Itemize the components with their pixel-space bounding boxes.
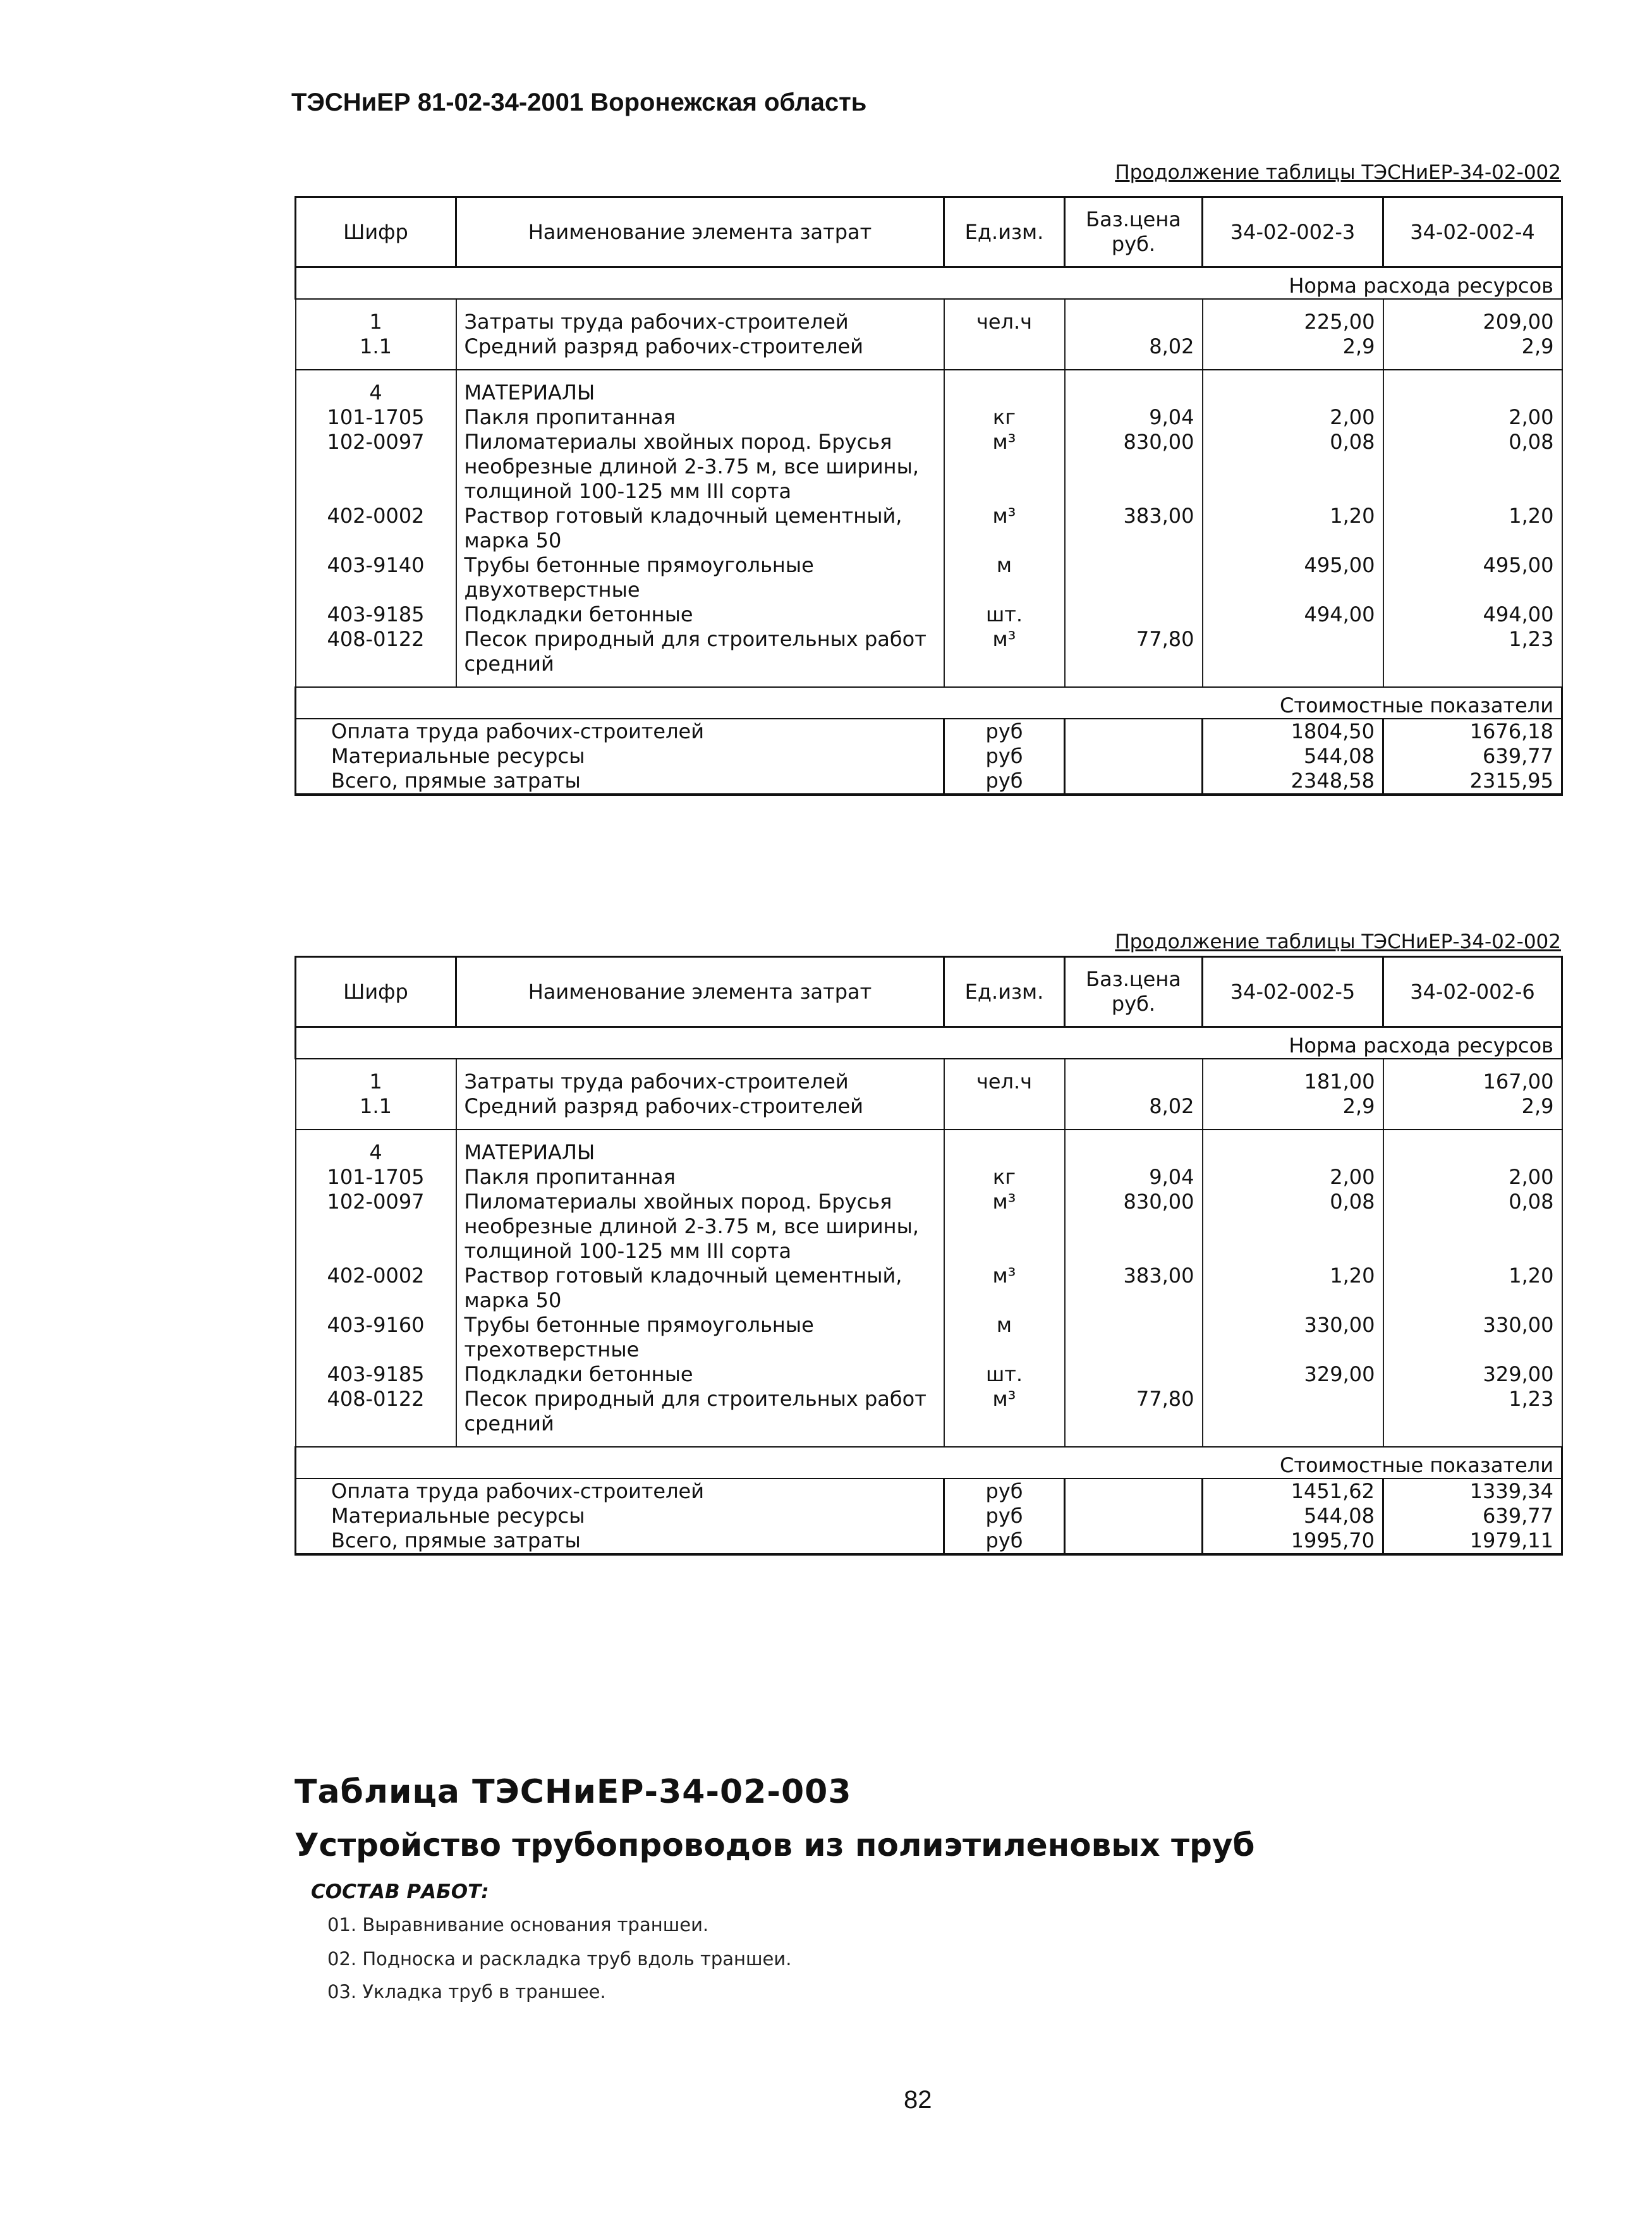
table-row — [296, 299, 1562, 334]
total-price-empty — [1065, 1478, 1203, 1504]
row-value-b: 2,00 — [1383, 405, 1562, 430]
column-header-name: Наименование элемента затрат — [456, 197, 944, 267]
total-value-a: 1451,62 — [1203, 1478, 1383, 1504]
row-price — [1065, 1313, 1203, 1362]
column-header-price: Баз.цена руб. — [1065, 957, 1203, 1027]
table-row — [296, 405, 1562, 430]
row-value-a: 1,20 — [1203, 504, 1383, 553]
table-row — [296, 1313, 1562, 1362]
total-row — [296, 719, 1562, 744]
row-code: 402-0002 — [296, 1264, 456, 1313]
norm-label-row-text: Норма расхода ресурсов — [296, 1027, 1562, 1059]
total-row — [296, 1478, 1562, 1504]
row-name: МАТЕРИАЛЫ — [456, 1130, 944, 1165]
row-name: Раствор готовый кладочный цементный, марка 50 — [456, 1264, 944, 1313]
row-code: 102-0097 — [296, 1190, 456, 1264]
column-header-unit: Ед.изм. — [944, 197, 1065, 267]
row-name: Затраты труда рабочих-строителей — [456, 1059, 944, 1094]
row-value-b: 0,08 — [1383, 430, 1562, 504]
row-value-b: 2,9 — [1383, 1094, 1562, 1130]
table-row — [296, 1387, 1562, 1447]
row-name: Подкладки бетонные — [456, 602, 944, 627]
total-unit: руб — [944, 719, 1065, 744]
row-code: 403-9185 — [296, 602, 456, 627]
header-row — [296, 957, 1562, 1027]
row-code: 1.1 — [296, 334, 456, 370]
row-value-a: 0,08 — [1203, 430, 1383, 504]
row-value-a: 2,00 — [1203, 1165, 1383, 1190]
row-code: 102-0097 — [296, 430, 456, 504]
row-price: 383,00 — [1065, 504, 1203, 553]
row-unit: м — [944, 553, 1065, 602]
total-value-b: 1339,34 — [1383, 1478, 1562, 1504]
total-row — [296, 1528, 1562, 1554]
cost-label-row-text: Стоимостные показатели — [296, 1447, 1562, 1478]
total-unit: руб — [944, 769, 1065, 795]
row-value-a: 181,00 — [1203, 1059, 1383, 1094]
column-header-unit: Ед.изм. — [944, 957, 1065, 1027]
row-value-a: 2,9 — [1203, 1094, 1383, 1130]
row-name: Пиломатериалы хвойных пород. Брусья необрезные длиной 2-3.75 м, все ширины, толщиной 100-125 мм III сорта — [456, 430, 944, 504]
row-unit: м³ — [944, 627, 1065, 687]
row-value-b: 329,00 — [1383, 1362, 1562, 1387]
row-price: 383,00 — [1065, 1264, 1203, 1313]
column-header-norm-b: 34-02-002-6 — [1383, 957, 1562, 1027]
row-price — [1065, 553, 1203, 602]
row-value-b: 2,00 — [1383, 1165, 1562, 1190]
total-value-b: 1676,18 — [1383, 719, 1562, 744]
row-code: 403-9160 — [296, 1313, 456, 1362]
table-row — [296, 430, 1562, 504]
row-code: 1 — [296, 299, 456, 334]
row-unit: шт. — [944, 1362, 1065, 1387]
row-value-a — [1203, 627, 1383, 687]
row-code: 1 — [296, 1059, 456, 1094]
total-value-b: 1979,11 — [1383, 1528, 1562, 1554]
total-name: Материальные ресурсы — [296, 1504, 944, 1528]
row-price — [1065, 1130, 1203, 1165]
total-price-empty — [1065, 744, 1203, 769]
row-value-b: 2,9 — [1383, 334, 1562, 370]
row-unit — [944, 1130, 1065, 1165]
row-value-b: 1,20 — [1383, 504, 1562, 553]
row-price: 9,04 — [1065, 1165, 1203, 1190]
table-row — [296, 1094, 1562, 1130]
row-code: 4 — [296, 1130, 456, 1165]
row-name: Трубы бетонные прямоугольные двухотверстные — [456, 553, 944, 602]
row-unit: чел.ч — [944, 299, 1065, 334]
row-value-b: 1,23 — [1383, 627, 1562, 687]
row-name: Пиломатериалы хвойных пород. Брусья необрезные длиной 2-3.75 м, все ширины, толщиной 100-125 мм III сорта — [456, 1190, 944, 1264]
row-value-b: 1,23 — [1383, 1387, 1562, 1447]
table-row — [296, 334, 1562, 370]
row-name: Подкладки бетонные — [456, 1362, 944, 1387]
row-name: Средний разряд рабочих-строителей — [456, 334, 944, 370]
row-unit: кг — [944, 1165, 1065, 1190]
row-unit — [944, 334, 1065, 370]
header-row — [296, 197, 1562, 267]
norm-label-row — [296, 1027, 1562, 1059]
row-value-a — [1203, 370, 1383, 405]
cost-label-row — [296, 687, 1562, 719]
row-value-b: 167,00 — [1383, 1059, 1562, 1094]
row-price: 830,00 — [1065, 1190, 1203, 1264]
row-value-a: 1,20 — [1203, 1264, 1383, 1313]
row-unit: м³ — [944, 430, 1065, 504]
total-value-a: 2348,58 — [1203, 769, 1383, 795]
row-name: Раствор готовый кладочный цементный, марка 50 — [456, 504, 944, 553]
row-name: Песок природный для строительных работ средний — [456, 627, 944, 687]
row-value-b — [1383, 370, 1562, 405]
total-price-empty — [1065, 769, 1203, 795]
row-name: Пакля пропитанная — [456, 1165, 944, 1190]
column-header-norm-a: 34-02-002-3 — [1203, 197, 1383, 267]
row-value-b — [1383, 1130, 1562, 1165]
row-code: 408-0122 — [296, 1387, 456, 1447]
total-name: Оплата труда рабочих-строителей — [296, 719, 944, 744]
row-unit: м³ — [944, 504, 1065, 553]
section-subtitle: Устройство трубопроводов из полиэтиленовых труб — [295, 1827, 1255, 1863]
norm-label-row-text: Норма расхода ресурсов — [296, 267, 1562, 300]
row-unit: м — [944, 1313, 1065, 1362]
column-header-code: Шифр — [296, 197, 456, 267]
total-value-a: 1995,70 — [1203, 1528, 1383, 1554]
table-row — [296, 1059, 1562, 1094]
table-row — [296, 1362, 1562, 1387]
work-item: 02. Подноска и раскладка труб вдоль траншеи. — [327, 1948, 792, 1970]
row-value-a — [1203, 1387, 1383, 1447]
section-title: Таблица ТЭСНиЕР-34-02-003 — [295, 1773, 852, 1811]
row-unit: шт. — [944, 602, 1065, 627]
row-value-b: 330,00 — [1383, 1313, 1562, 1362]
total-price-empty — [1065, 1504, 1203, 1528]
total-unit: руб — [944, 1528, 1065, 1554]
row-code: 101-1705 — [296, 1165, 456, 1190]
total-name: Всего, прямые затраты — [296, 1528, 944, 1554]
norm-label-row — [296, 267, 1562, 300]
total-value-a: 544,08 — [1203, 1504, 1383, 1528]
table-row — [296, 1264, 1562, 1313]
table-row — [296, 602, 1562, 627]
row-name: МАТЕРИАЛЫ — [456, 370, 944, 405]
total-value-a: 1804,50 — [1203, 719, 1383, 744]
row-price: 9,04 — [1065, 405, 1203, 430]
row-price: 8,02 — [1065, 334, 1203, 370]
row-unit: м³ — [944, 1190, 1065, 1264]
table-row — [296, 1190, 1562, 1264]
works-label: СОСТАВ РАБОТ: — [311, 1881, 489, 1903]
row-value-b: 494,00 — [1383, 602, 1562, 627]
row-name: Затраты труда рабочих-строителей — [456, 299, 944, 334]
row-name: Трубы бетонные прямоугольные трехотверстные — [456, 1313, 944, 1362]
row-code: 101-1705 — [296, 405, 456, 430]
row-price — [1065, 1059, 1203, 1094]
row-unit: кг — [944, 405, 1065, 430]
total-value-a: 544,08 — [1203, 744, 1383, 769]
row-value-a — [1203, 1130, 1383, 1165]
row-value-a: 225,00 — [1203, 299, 1383, 334]
column-header-code: Шифр — [296, 957, 456, 1027]
total-row — [296, 744, 1562, 769]
row-unit: м³ — [944, 1387, 1065, 1447]
row-price — [1065, 1362, 1203, 1387]
column-header-norm-b: 34-02-002-4 — [1383, 197, 1562, 267]
column-header-name: Наименование элемента затрат — [456, 957, 944, 1027]
row-value-a: 2,9 — [1203, 334, 1383, 370]
row-price: 77,80 — [1065, 627, 1203, 687]
total-unit: руб — [944, 1504, 1065, 1528]
row-value-a: 330,00 — [1203, 1313, 1383, 1362]
work-item: 03. Укладка труб в траншее. — [327, 1981, 606, 2002]
resource-table-2 — [295, 956, 1563, 1556]
row-name: Песок природный для строительных работ средний — [456, 1387, 944, 1447]
total-name: Всего, прямые затраты — [296, 769, 944, 795]
row-code: 408-0122 — [296, 627, 456, 687]
row-price: 830,00 — [1065, 430, 1203, 504]
table-row — [296, 504, 1562, 553]
resource-table-1 — [295, 196, 1563, 796]
row-code: 402-0002 — [296, 504, 456, 553]
row-unit — [944, 1094, 1065, 1130]
table-row — [296, 553, 1562, 602]
column-header-norm-a: 34-02-002-5 — [1203, 957, 1383, 1027]
row-value-b: 209,00 — [1383, 299, 1562, 334]
table-row — [296, 1165, 1562, 1190]
row-value-a: 2,00 — [1203, 405, 1383, 430]
row-value-a: 329,00 — [1203, 1362, 1383, 1387]
row-value-a: 494,00 — [1203, 602, 1383, 627]
total-row — [296, 1504, 1562, 1528]
row-price — [1065, 370, 1203, 405]
total-price-empty — [1065, 1528, 1203, 1554]
total-unit: руб — [944, 1478, 1065, 1504]
table-row — [296, 627, 1562, 687]
total-value-b: 639,77 — [1383, 744, 1562, 769]
row-name: Средний разряд рабочих-строителей — [456, 1094, 944, 1130]
row-value-b: 1,20 — [1383, 1264, 1562, 1313]
work-item: 01. Выравнивание основания траншеи. — [327, 1914, 709, 1935]
total-price-empty — [1065, 719, 1203, 744]
row-code: 403-9185 — [296, 1362, 456, 1387]
row-value-a: 495,00 — [1203, 553, 1383, 602]
row-code: 403-9140 — [296, 553, 456, 602]
row-price — [1065, 602, 1203, 627]
cost-label-row-text: Стоимостные показатели — [296, 687, 1562, 719]
total-value-b: 639,77 — [1383, 1504, 1562, 1528]
row-price — [1065, 299, 1203, 334]
row-price: 77,80 — [1065, 1387, 1203, 1447]
row-value-a: 0,08 — [1203, 1190, 1383, 1264]
page-number: 82 — [904, 2086, 932, 2114]
row-value-b: 495,00 — [1383, 553, 1562, 602]
row-unit: м³ — [944, 1264, 1065, 1313]
total-name: Материальные ресурсы — [296, 744, 944, 769]
table-caption: Продолжение таблицы ТЭСНиЕР-34-02-002 — [1115, 930, 1561, 953]
row-value-b: 0,08 — [1383, 1190, 1562, 1264]
table-row — [296, 370, 1562, 405]
column-header-price: Баз.цена руб. — [1065, 197, 1203, 267]
total-name: Оплата труда рабочих-строителей — [296, 1478, 944, 1504]
cost-label-row — [296, 1447, 1562, 1478]
table-row — [296, 1130, 1562, 1165]
total-row — [296, 769, 1562, 795]
total-value-b: 2315,95 — [1383, 769, 1562, 795]
row-name: Пакля пропитанная — [456, 405, 944, 430]
row-price: 8,02 — [1065, 1094, 1203, 1130]
table-caption: Продолжение таблицы ТЭСНиЕР-34-02-002 — [1115, 161, 1561, 184]
document-header: ТЭСНиЕР 81-02-34-2001 Воронежская область — [291, 88, 867, 116]
row-code: 1.1 — [296, 1094, 456, 1130]
row-code: 4 — [296, 370, 456, 405]
row-unit: чел.ч — [944, 1059, 1065, 1094]
row-unit — [944, 370, 1065, 405]
total-unit: руб — [944, 744, 1065, 769]
